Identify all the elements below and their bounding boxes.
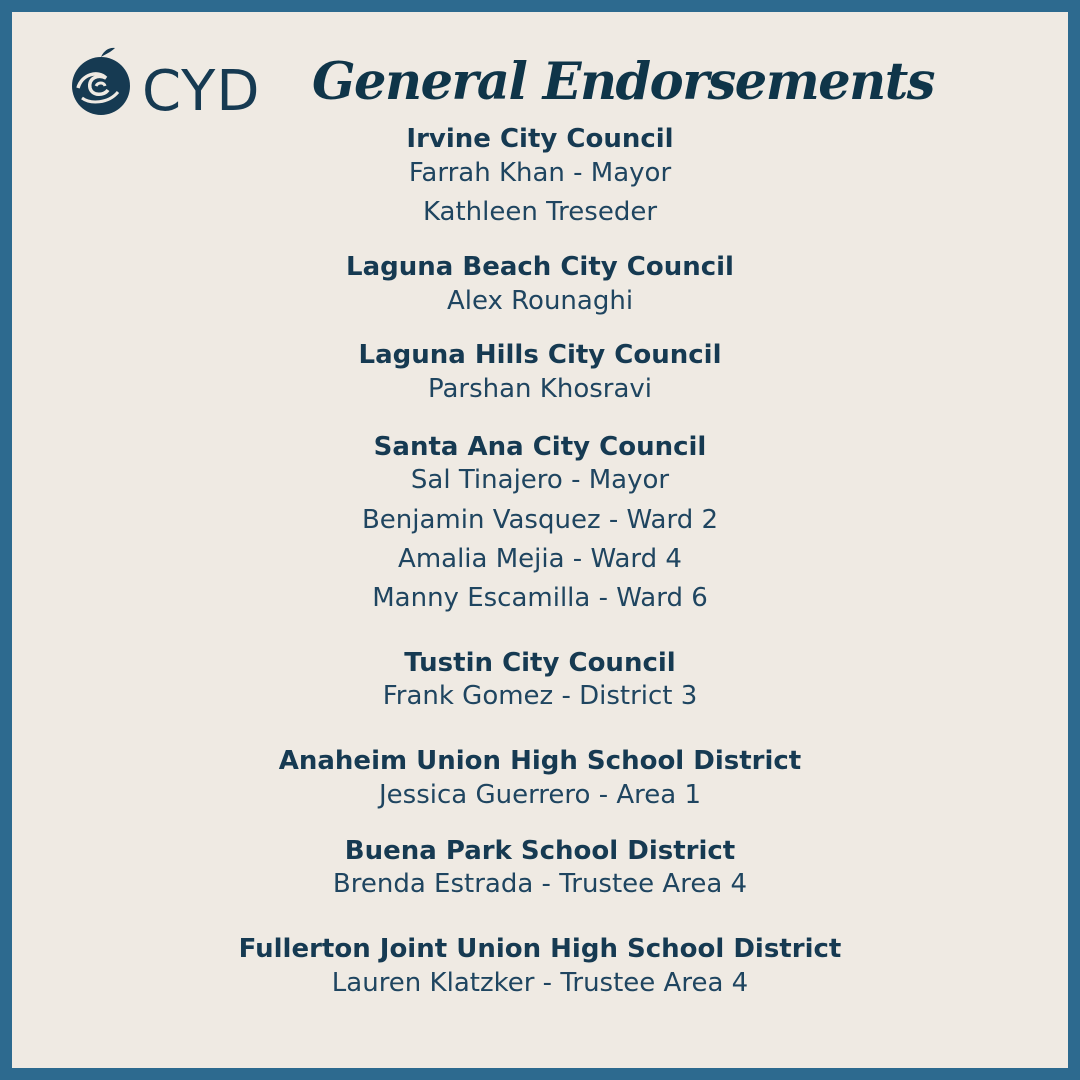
endorsement-card xyxy=(12,12,1068,1068)
section-heading: Laguna Hills City Council xyxy=(358,340,722,370)
section-heading: Anaheim Union High School District xyxy=(278,746,802,776)
candidate: Frank Gomez - District 3 xyxy=(382,681,698,711)
candidate: Amalia Mejia - Ward 4 xyxy=(398,544,682,574)
candidate: Farrah Khan - Mayor xyxy=(408,158,672,188)
endorsement-list xyxy=(12,12,1068,1068)
candidate: Kathleen Treseder xyxy=(422,197,658,227)
section-heading: Laguna Beach City Council xyxy=(346,252,734,282)
candidate: Manny Escamilla - Ward 6 xyxy=(372,583,708,613)
candidate: Lauren Klatzker - Trustee Area 4 xyxy=(331,968,749,998)
section-heading: Irvine City Council xyxy=(406,124,674,154)
section-heading: Fullerton Joint Union High School District xyxy=(238,934,842,964)
candidate: Sal Tinajero - Mayor xyxy=(410,465,670,495)
section-heading: Buena Park School District xyxy=(344,836,736,866)
logo-text: CYD xyxy=(142,59,261,120)
section-heading: Santa Ana City Council xyxy=(373,432,707,462)
candidate: Jessica Guerrero - Area 1 xyxy=(378,780,702,810)
candidate: Parshan Khosravi xyxy=(427,374,653,404)
page-title: General Endorsements xyxy=(312,52,934,112)
candidate: Benjamin Vasquez - Ward 2 xyxy=(361,505,719,535)
candidate: Brenda Estrada - Trustee Area 4 xyxy=(332,869,748,899)
section-heading: Tustin City Council xyxy=(404,648,676,678)
candidate: Alex Rounaghi xyxy=(446,286,634,316)
